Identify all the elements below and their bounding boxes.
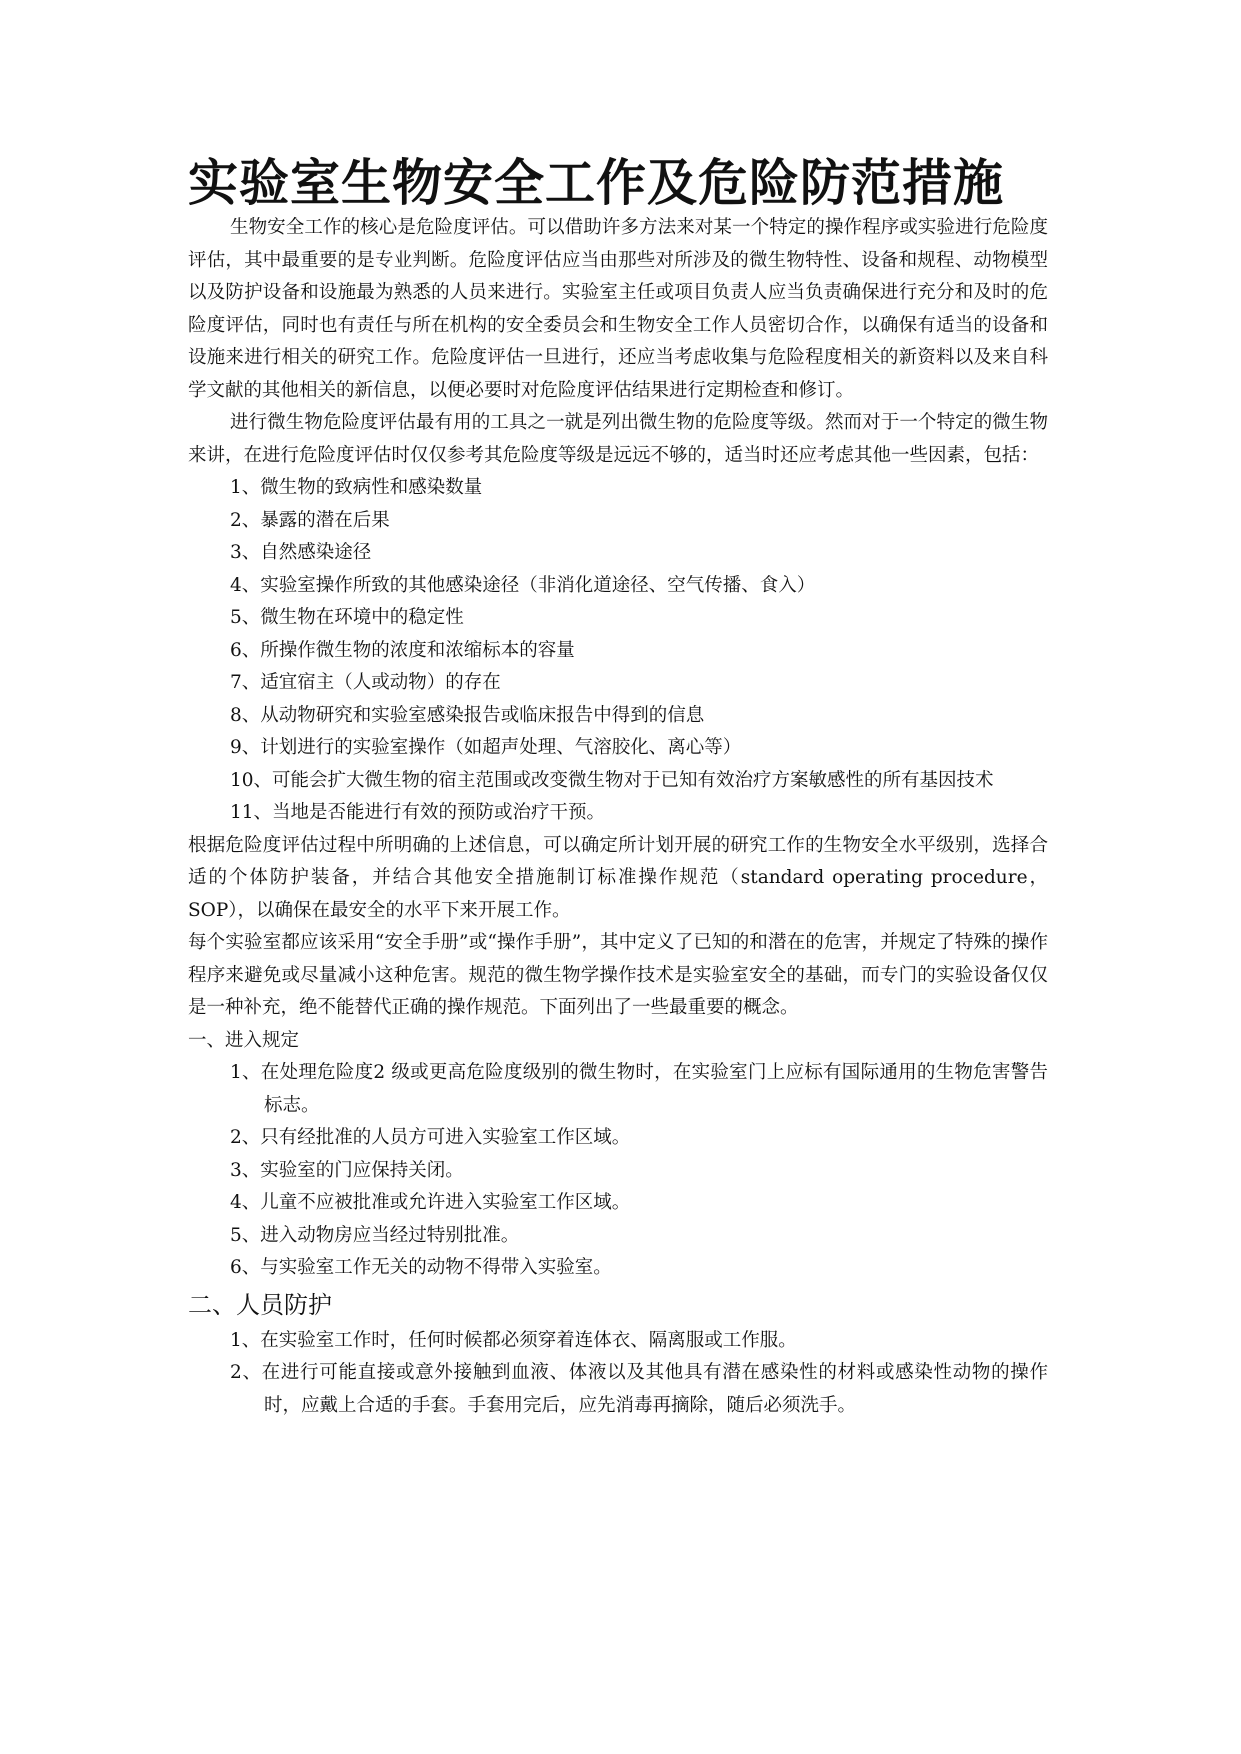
document-title: 实验室生物安全工作及危险防范措施 — [188, 154, 1004, 212]
section-heading-entry: 一、进入规定 — [188, 1029, 300, 1051]
protection-list — [188, 1325, 1048, 1423]
list-item: 1、微生物的致病性和感染数量 — [230, 477, 483, 498]
list-item: 5、进入动物房应当经过特别批准。 — [230, 1224, 520, 1246]
list-item: 6、与实验室工作无关的动物不得带入实验室。 — [230, 1257, 612, 1278]
paragraph-manual: 每个实验室都应该采用“安全手册”或“操作手册”，其中定义了已知的和潜在的危害，并规定了特殊的操作程序来避免或尽量减小这种危害。规范的微生物学操作技术是实验室安全的基础，而专门的实验设备仅仅是一种补充，绝不能替代正确的操作规范。下面列出了一些最重要的概念。 — [188, 932, 1048, 1018]
list-item: 10、可能会扩大微生物的宿主范围或改变微生物对于已知有效治疗方案敏感性的所有基因技术 — [230, 769, 994, 791]
entry-rules-list — [188, 1057, 1048, 1285]
list-item: 7、适宜宿主（人或动物）的存在 — [230, 672, 501, 693]
list-item: 2、只有经批准的人员方可进入实验室工作区域。 — [230, 1127, 631, 1148]
factor-list — [188, 472, 1048, 830]
list-item: 6、所操作微生物的浓度和浓缩标本的容量 — [230, 639, 575, 661]
list-item: 5、微生物在环境中的稳定性 — [230, 607, 464, 628]
list-item: 2、暴露的潜在后果 — [230, 509, 390, 531]
list-item: 3、自然感染途径 — [230, 542, 372, 563]
list-item: 1、在处理危险度2 级或更高危险度级别的微生物时，在实验室门上应标有国际通用的生物危害警告标志。 — [230, 1062, 1048, 1116]
paragraph-risk-groups: 进行微生物危险度评估最有用的工具之一就是列出微生物的危险度等级。然而对于一个特定的微生物来讲，在进行危险度评估时仅仅参考其危险度等级是远远不够的，适当时还应考虑其他一些因素，包括： — [188, 412, 1048, 466]
list-item: 8、从动物研究和实验室感染报告或临床报告中得到的信息 — [230, 704, 705, 726]
document-body — [188, 212, 1048, 1422]
list-item: 4、儿童不应被批准或允许进入实验室工作区域。 — [230, 1192, 631, 1213]
list-item: 2、在进行可能直接或意外接触到血液、体液以及其他具有潜在感染性的材料或感染性动物的操作时，应戴上合适的手套。手套用完后，应先消毒再摘除，随后必须洗手。 — [230, 1362, 1048, 1416]
section-heading-protection: 二、人员防护 — [188, 1290, 332, 1319]
list-item: 9、计划进行的实验室操作（如超声处理、气溶胶化、离心等） — [230, 737, 742, 758]
list-item: 11、当地是否能进行有效的预防或治疗干预。 — [230, 802, 606, 823]
paragraph-sop: 根据危险度评估过程中所明确的上述信息，可以确定所计划开展的研究工作的生物安全水平级别，选择合适的个体防护装备，并结合其他安全措施制订标准操作规范（standard operating procedure，SOP），以确保在最安全的水平下来开展工作。 — [188, 834, 1048, 921]
list-item: 1、在实验室工作时，任何时候都必须穿着连体衣、隔离服或工作服。 — [230, 1329, 797, 1351]
list-item: 3、实验室的门应保持关闭。 — [230, 1159, 464, 1181]
paragraph-intro: 生物安全工作的核心是危险度评估。可以借助许多方法来对某一个特定的操作程序或实验进行危险度评估，其中最重要的是专业判断。危险度评估应当由那些对所涉及的微生物特性、设备和规程、动物模型以及防护设备和设施最为熟悉的人员来进行。实验室主任或项目负责人应当负责确保进行充分和及时的危险度评估，同时也有责任与所在机构的安全委员会和生物安全工作人员密切合作，以确保有适当的设备和设施来进行相关的研究工作。危险度评估一旦进行，还应当考虑收集与危险程度相关的新资料以及来自科学文献的其他相关的新信息，以便必要时对危险度评估结果进行定期检查和修订。 — [188, 217, 1048, 401]
list-item: 4、实验室操作所致的其他感染途径（非消化道途径、空气传播、食入） — [230, 574, 816, 596]
